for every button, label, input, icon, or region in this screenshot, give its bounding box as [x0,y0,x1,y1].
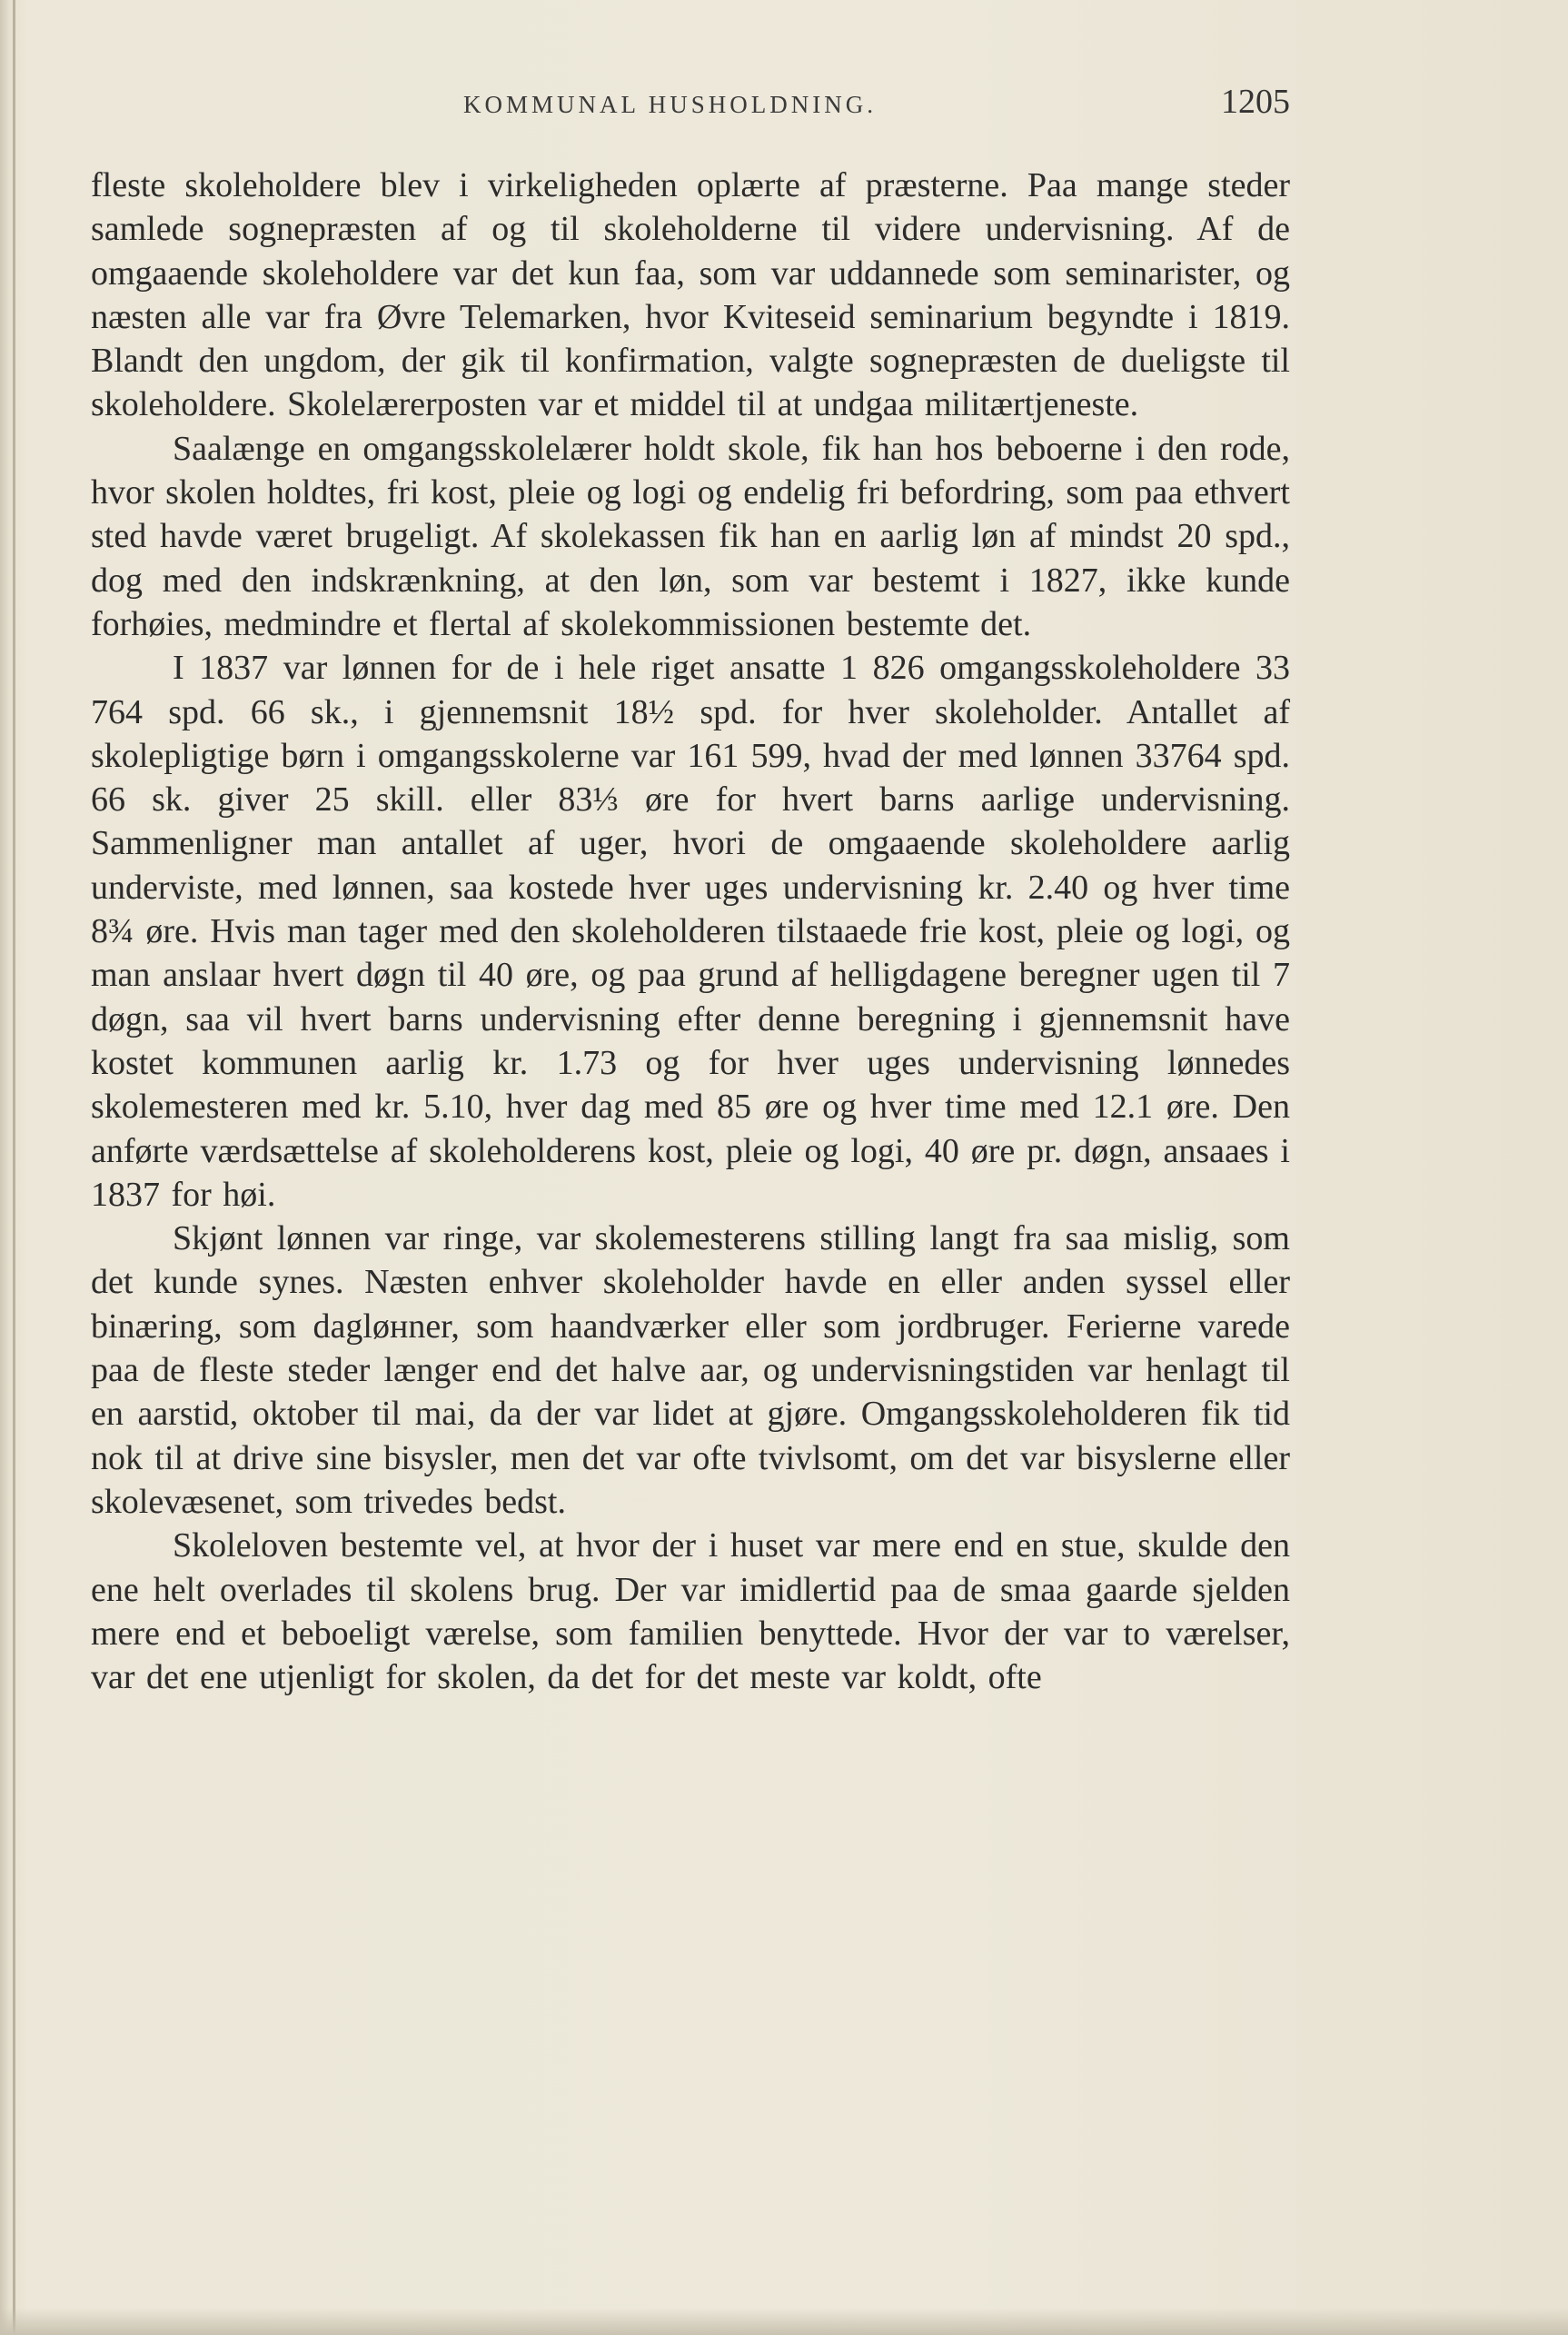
body-text [91,164,1290,1699]
paragraph-4: Skjønt lønnen var ringe, var skolemesterens stilling langt fra saa mislig, som det kunde synes. Næsten enhver skoleholder havde en eller anden syssel eller binæring, som dagløнner, som haandværker eller som jordbruger. Ferierne varede paa de fleste steder længer end det halve aar, og undervisningstiden var henlagt til en aarstid, oktober til mai, da der var lidet at gjøre. Omgangsskoleholderen fik tid nok til at drive sine bisysler, men det var ofte tvivlsomt, om det var bisyslerne eller skolevæsenet, som trivedes bedst. [91,1219,1290,1521]
page-number: 1205 [1221,83,1290,121]
running-head: KOMMUNAL HUSHOLDNING. [463,91,877,118]
page-gutter-line [13,0,15,2335]
page-bottom-shadow [0,2308,1568,2335]
paragraph-5: Skoleloven bestemte vel, at hvor der i huset var mere end en stue, skulde den ene helt overlades til skolens brug. Der var imidlertid paa de smaa gaarde sjelden mere end et beboeligt værelse, som familien benyttede. Hvor der var to værelser, var det ene utjenligt for skolen, da det for det meste var koldt, ofte [91,1526,1290,1697]
page-gutter-shadow [0,0,9,2335]
paragraph-3: I 1837 var lønnen for de i hele riget ansatte 1 826 omgangsskoleholdere 33 764 spd. 66 sk., i gjennemsnit 18½ spd. for hver skoleholder. Antallet af skolepligtige børn i omgangsskolerne var 161 599, hvad der med lønnen 33764 spd. 66 sk. giver 25 skill. eller 83⅓ øre for hvert barns aarlige undervisning. Sammenligner man antallet af uger, hvori de omgaaende skoleholdere aarlig underviste, med lønnen, saa kostede hver uges undervisning kr. 2.40 og hver time 8¾ øre. Hvis man tager med den skoleholderen tilstaaede frie kost, pleie og logi, og man anslaar hvert døgn til 40 øre, og paa grund af helligdagene beregner ugen til 7 døgn, saa vil hvert barns undervisning efter denne beregning i gjennemsnit have kostet kommunen aarlig kr. 1.73 og for hver uges undervisning lønnedes skolemesteren med kr. 5.10, hver dag med 85 øre og hver time med 12.1 øre. Den anførte værdsættelse af skoleholderens kost, pleie og logi, 40 øre pr. døgn, ansaaes i 1837 for høi. [91,649,1290,1214]
page-header [91,82,1290,127]
paragraph-1: fleste skoleholdere blev i virkeligheden oplærte af præsterne. Paa mange steder samlede sognepræsten af og til skoleholderne til videre undervisning. Af de omgaaende skoleholdere var det kun faa, som var uddannede som seminarister, og næsten alle var fra Øvre Telemarken, hvor Kviteseid seminarium begyndte i 1819. Blandt den ungdom, der gik til konfirmation, valgte sognepræsten de dueligste til skoleholdere. Skolelærerposten var et middel til at undgaa militærtjeneste. [91,166,1290,424]
paragraph-2: Saalænge en omgangsskolelærer holdt skole, fik han hos beboerne i den rode, hvor skolen holdtes, fri kost, pleie og logi og endelig fri befordring, som paa ethvert sted havde været brugeligt. Af skolekassen fik han en aarlig løn af mindst 20 spd., dog med den indskrænkning, at den løn, som var bestemt i 1827, ikke kunde forhøies, medmindre et flertal af skolekommissionen bestemte det. [91,429,1290,643]
